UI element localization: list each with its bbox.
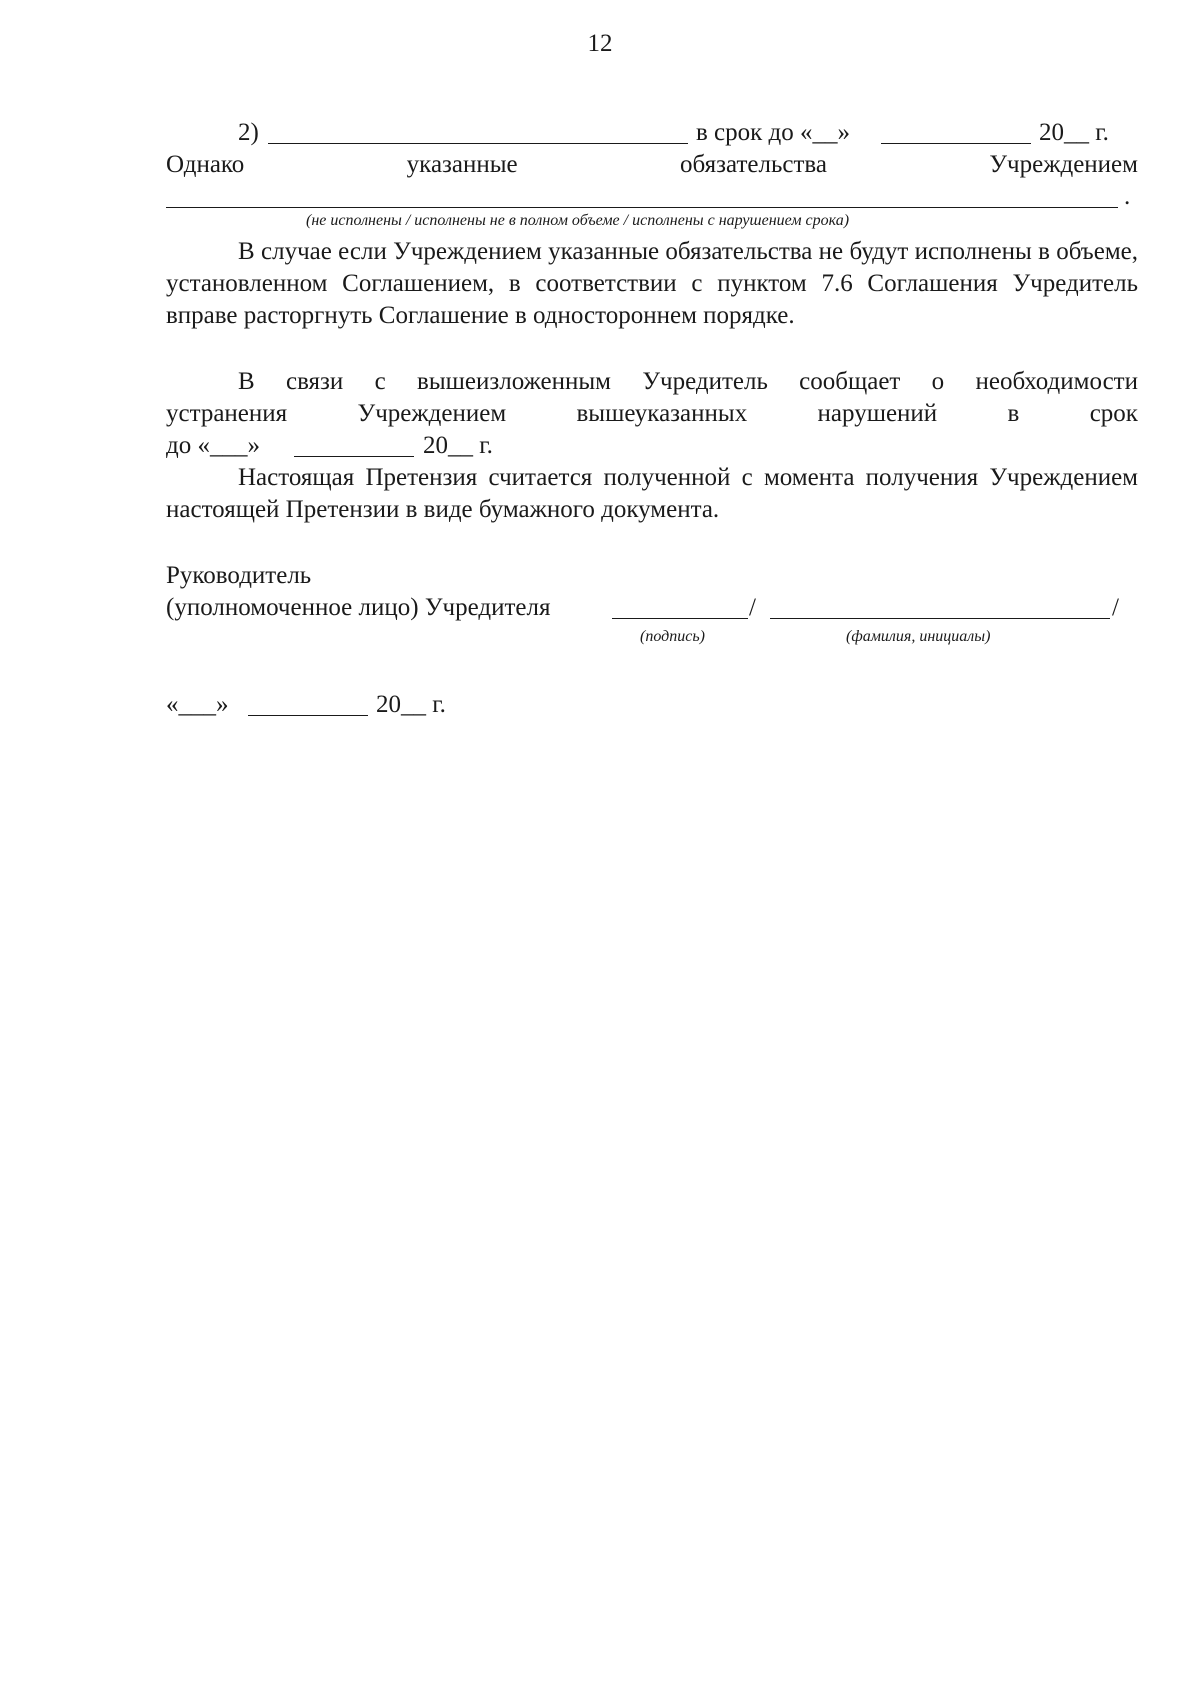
however-word-4: Учреждением <box>989 151 1138 178</box>
signature-slash-2: / <box>1112 594 1119 621</box>
item-2-obligation-blank <box>268 121 688 144</box>
remedy-deadline-day: до «___» <box>166 432 260 459</box>
remedy-line-1-text: В связи с вышеизложенным Учредитель сообщает о необходимости <box>238 368 1138 395</box>
date-month-blank <box>248 693 368 716</box>
remedy-word: Учреждением <box>357 400 507 427</box>
remedy-line-1 <box>238 366 1138 398</box>
remedy-deadline-year: 20__ г. <box>423 432 493 459</box>
item-2-month-blank <box>881 121 1031 144</box>
signature-slash-1: / <box>749 594 756 621</box>
remedy-word: устранения <box>166 400 288 427</box>
date-year: 20__ г. <box>376 691 446 718</box>
name-blank <box>770 596 1110 619</box>
remedy-month-blank <box>294 434 414 457</box>
item-2-year: 20__ г. <box>1039 119 1109 146</box>
caption-name: (фамилия, инициалы) <box>846 628 991 645</box>
caption-signature: (подпись) <box>640 628 705 645</box>
status-period: . <box>1124 183 1131 210</box>
however-word-3: обязательства <box>680 151 827 178</box>
remedy-word: в <box>1007 400 1020 427</box>
remedy-line-1-wrap <box>166 366 1138 398</box>
signature-title-2: (уполномоченное лицо) Учредителя <box>166 594 551 621</box>
remedy-word: вышеуказанных <box>576 400 748 427</box>
page-number: 12 <box>587 30 613 57</box>
item-2-deadline-text: в срок до «__» <box>696 119 851 146</box>
however-word-2: указанные <box>406 151 518 178</box>
however-word-1: Однако <box>166 151 245 178</box>
status-caption: (не исполнены / исполнены не в полном объеме / исполнены с нарушением срока) <box>306 212 850 229</box>
item-2-prefix: 2) <box>238 119 259 146</box>
status-blank <box>166 185 1118 208</box>
signature-blank <box>612 596 748 619</box>
date-day: «___» <box>166 691 229 718</box>
however-line <box>166 149 1138 181</box>
remedy-word: срок <box>1089 400 1138 427</box>
remedy-line-2 <box>166 398 1138 430</box>
paragraph-termination: В случае если Учреждением указанные обязательства не будут исполнены в объеме, установленном Соглашением, в соответствии с пунктом 7.6 Соглашения Учредитель вправе расторгнуть Соглашение в одностороннем порядке. <box>166 238 1138 329</box>
signature-title-1: Руководитель <box>166 562 312 589</box>
paragraph-receipt: Настоящая Претензия считается полученной с момента получения Учреждением настоящей Претензии в виде бумажного документа. <box>166 464 1138 523</box>
remedy-word: нарушений <box>817 400 938 427</box>
